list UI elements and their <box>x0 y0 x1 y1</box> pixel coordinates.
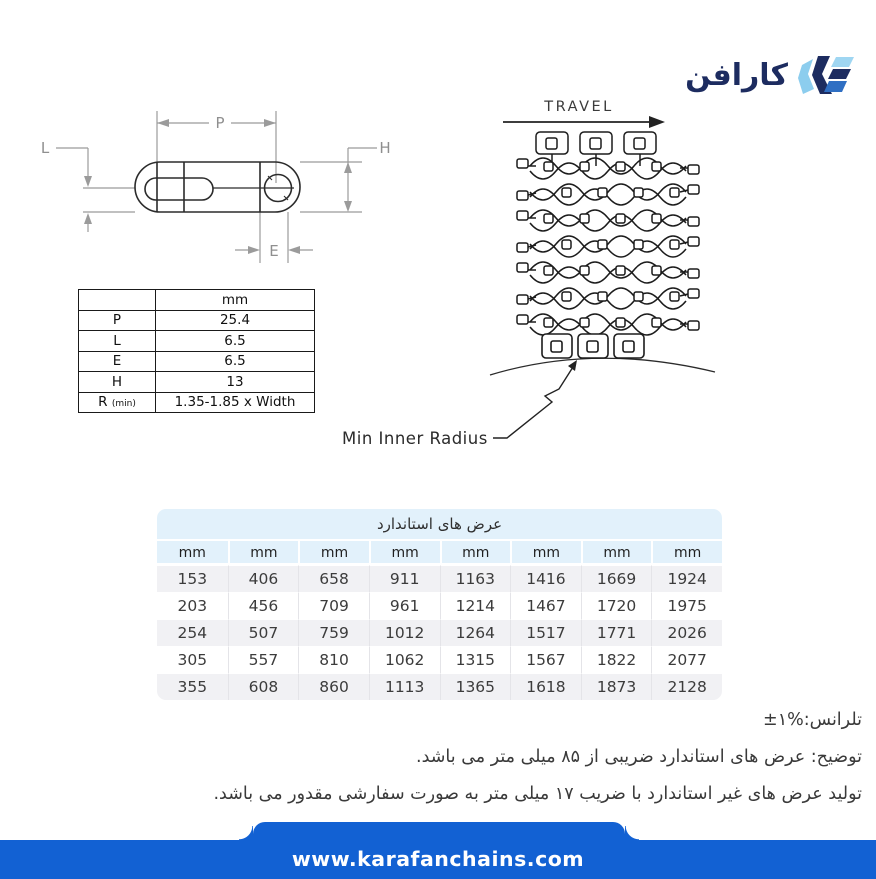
width-value: 406 <box>228 565 299 592</box>
width-value: 1618 <box>510 673 581 700</box>
width-value: 1567 <box>510 646 581 673</box>
dims-header-unit: mm <box>156 290 315 311</box>
dimension-lines <box>56 111 377 263</box>
width-value: 1264 <box>440 619 511 646</box>
width-value: 810 <box>298 646 369 673</box>
link-outline <box>135 162 300 212</box>
standard-widths-table <box>157 509 722 700</box>
width-value: 1163 <box>440 565 511 592</box>
width-value: 1113 <box>369 673 440 700</box>
unit-header-cell: mm <box>157 541 228 565</box>
logo-shape-sky-bar <box>831 57 854 67</box>
width-value: 1669 <box>581 565 652 592</box>
width-value: 1517 <box>510 619 581 646</box>
travel-label: TRAVEL <box>544 99 614 115</box>
dim-value: 25.4 <box>156 310 315 331</box>
dim-name: P <box>79 310 156 331</box>
note-line: تولید عرض های غیر استاندارد با ضریب ۱۷ میلی متر به صورت سفارشی مقدور می باشد. <box>213 784 862 804</box>
min-inner-radius-label: Min Inner Radius <box>342 429 488 448</box>
width-value: 1873 <box>581 673 652 700</box>
dim-name: L <box>79 331 156 352</box>
note-line: توضیح: عرض های استاندارد ضریبی از ۸۵ میلی متر می باشد. <box>416 747 862 767</box>
table-row <box>79 290 315 311</box>
unit-header-cell: mm <box>298 541 369 565</box>
dim-qualifier: (min) <box>111 399 136 410</box>
footer-tab-fillet-left <box>239 826 253 840</box>
logo-shape-navy-bar <box>828 69 851 79</box>
table-row <box>79 392 315 413</box>
unit-header-cell: mm <box>581 541 652 565</box>
table-row <box>79 310 315 331</box>
brand-logo-icon <box>798 52 856 98</box>
logo-shape-light <box>798 59 814 94</box>
unit-header-cell: mm <box>510 541 581 565</box>
width-value: 1214 <box>440 592 511 619</box>
unit-header-cell: mm <box>440 541 511 565</box>
width-value: 1720 <box>581 592 652 619</box>
width-value: 305 <box>157 646 228 673</box>
dim-name-r <box>79 392 156 413</box>
dim-value: 1.35-1.85 x Width <box>156 392 315 413</box>
width-value: 456 <box>228 592 299 619</box>
width-value: 658 <box>298 565 369 592</box>
notes-block <box>100 702 862 813</box>
unit-header-cell: mm <box>228 541 299 565</box>
dim-name: R <box>98 394 108 411</box>
dims-header-empty <box>79 290 156 311</box>
dim-value: 13 <box>156 372 315 393</box>
dim-label-p: P <box>215 114 225 132</box>
width-value: 557 <box>228 646 299 673</box>
width-value: 1771 <box>581 619 652 646</box>
radius-callout-leader <box>493 360 577 438</box>
width-value: 911 <box>369 565 440 592</box>
logo-shape-blue-bar <box>824 81 847 92</box>
dim-label-h: H <box>379 139 391 157</box>
inner-radius-arc <box>490 358 715 375</box>
width-value: 1924 <box>651 565 722 592</box>
width-value: 355 <box>157 673 228 700</box>
width-value: 608 <box>228 673 299 700</box>
dimensions-table <box>78 289 315 413</box>
width-value: 1822 <box>581 646 652 673</box>
chain-belt-illustration <box>330 90 720 470</box>
footer-tab <box>253 822 625 842</box>
tolerance-value: ±۱% <box>763 710 804 730</box>
width-value: 961 <box>369 592 440 619</box>
width-value: 203 <box>157 592 228 619</box>
dim-label-l: L <box>40 139 50 157</box>
dim-name: E <box>79 351 156 372</box>
width-value: 860 <box>298 673 369 700</box>
dim-name: H <box>79 372 156 393</box>
width-value: 759 <box>298 619 369 646</box>
chain-mesh <box>517 132 699 335</box>
dim-value: 6.5 <box>156 351 315 372</box>
unit-header-cell: mm <box>369 541 440 565</box>
footer-tab-fillet-right <box>625 826 639 840</box>
width-value: 1416 <box>510 565 581 592</box>
dim-label-e: E <box>269 242 279 260</box>
width-value: 1467 <box>510 592 581 619</box>
table-row <box>79 331 315 352</box>
width-value: 254 <box>157 619 228 646</box>
tolerance-label: تلرانس: <box>803 710 862 730</box>
tolerance-note <box>100 702 862 739</box>
width-value: 2077 <box>651 646 722 673</box>
width-value: 2026 <box>651 619 722 646</box>
table-row <box>79 351 315 372</box>
width-value: 2128 <box>651 673 722 700</box>
width-value: 1012 <box>369 619 440 646</box>
widths-table-title: عرض های استاندارد <box>157 509 722 539</box>
widths-table-grid <box>157 541 722 700</box>
width-value: 153 <box>157 565 228 592</box>
unit-header-cell: mm <box>651 541 722 565</box>
width-value: 1975 <box>651 592 722 619</box>
width-value: 507 <box>228 619 299 646</box>
width-value: 1062 <box>369 646 440 673</box>
website-url[interactable]: www.karafanchains.com <box>291 847 585 871</box>
width-value: 709 <box>298 592 369 619</box>
width-value: 1365 <box>440 673 511 700</box>
brand-wordmark: کارافن <box>685 57 788 93</box>
table-row <box>79 372 315 393</box>
chain-feet <box>542 334 644 358</box>
dimension-arrowheads <box>84 119 352 254</box>
travel-arrow-icon <box>503 116 665 128</box>
width-value: 1315 <box>440 646 511 673</box>
dim-value: 6.5 <box>156 331 315 352</box>
